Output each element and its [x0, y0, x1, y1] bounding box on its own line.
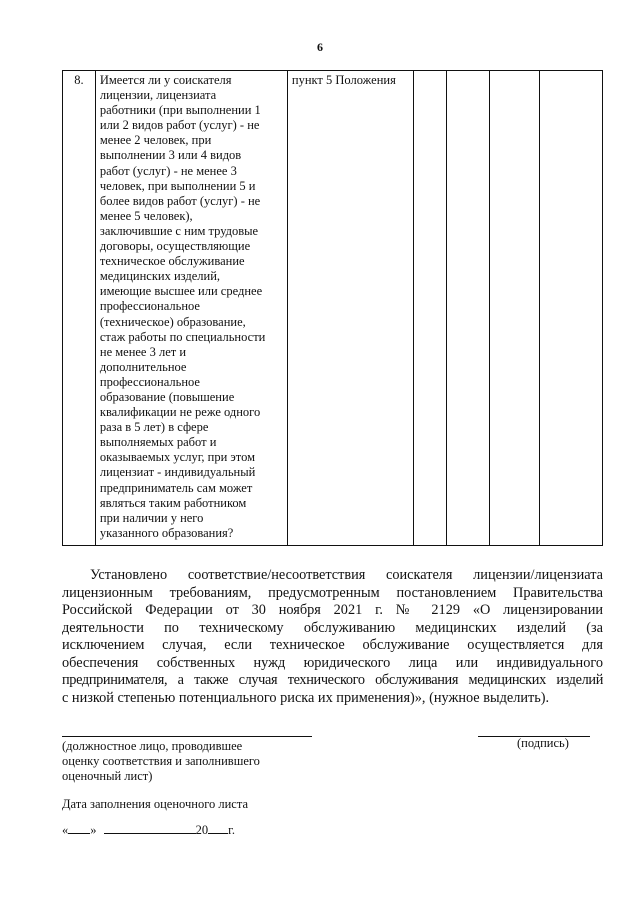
question-line: стаж работы по специальности [99, 329, 266, 344]
question-line: техническое обслуживание [99, 254, 245, 269]
table-row [63, 71, 603, 546]
day-blank[interactable] [68, 822, 90, 834]
question-line: работники (при выполнении 1 [99, 103, 261, 118]
question-line: при наличии у него [99, 510, 204, 525]
question-line: являться таким работником [99, 495, 247, 510]
notes-cell[interactable] [540, 71, 603, 546]
date-close-quote: » [90, 823, 97, 837]
question-line: Имеется ли у соискателя [99, 73, 232, 87]
official-caption-line: (должностное лицо, проводившее [62, 739, 243, 753]
fill-date-label: Дата заполнения оценочного листа [62, 797, 249, 811]
year-suffix: г. [228, 823, 235, 837]
month-blank[interactable] [104, 822, 196, 834]
question-line: работ (услуг) - не менее 3 [99, 163, 237, 178]
official-caption [62, 739, 260, 785]
reference-cell: пункт 5 Положения [287, 71, 413, 546]
year-prefix: 20 [195, 823, 209, 837]
question-line: лицензии, лицензиата [99, 88, 217, 103]
answer-cell-not-applicable[interactable] [490, 71, 540, 546]
official-name-line[interactable] [62, 736, 312, 737]
official-caption-line: оценочный лист) [62, 769, 153, 784]
conclusion-line: обеспечения собственных нужд юридического лица или индивидуального [62, 654, 603, 671]
date-field [62, 822, 235, 838]
date-open-quote: « [62, 823, 69, 837]
question-line: раза в 5 лет) в сфере [99, 420, 209, 435]
answer-cell-no[interactable] [447, 71, 490, 546]
question-line: заключившие с ним трудовые [99, 223, 259, 238]
question-line: выполняемых работ и [99, 435, 217, 450]
question-line: лицензиат - индивидуальный [99, 465, 256, 480]
question-line: договоры, осуществляющие [99, 239, 251, 254]
question-line: менее 2 человек, при [99, 133, 212, 148]
conclusion-line: исключением случая, если техническое обслуживание осуществляется для [62, 637, 603, 653]
official-caption-line: оценку соответствия и заполнившего [62, 754, 260, 769]
year-blank[interactable] [208, 822, 228, 834]
conclusion-paragraph [62, 567, 603, 707]
question-line: (техническое) образование, [99, 314, 246, 329]
question-line: образование (повышение [99, 389, 235, 404]
conclusion-line: с низкой степенью потенциального риска их применения)», (нужное выделить). [62, 689, 550, 706]
conclusion-line: Российской Федерации от 30 ноября 2021 г. № 2129 «О лицензировании [62, 602, 603, 618]
page-number: 6 [317, 40, 323, 54]
question-line: профессиональное [99, 374, 200, 389]
question-line: менее 5 человек), [99, 208, 193, 223]
question-cell [95, 71, 287, 546]
question-line: имеющие высшее или среднее [99, 284, 263, 299]
question-line: медицинских изделий, [99, 269, 221, 284]
question-line: или 2 видов работ (услуг) - не [99, 118, 260, 133]
question-line: не менее 3 лет и [99, 344, 187, 359]
evaluation-table [62, 70, 603, 546]
question-line: оказываемых услуг, при этом [99, 450, 256, 465]
conclusion-line: Установлено соответствие/несоответствия соискателя лицензии/лицензиата [90, 567, 603, 583]
question-line: указанного образования? [99, 525, 234, 540]
signature-caption: (подпись) [517, 736, 569, 750]
question-line: более видов работ (услуг) - не [99, 193, 261, 208]
conclusion-line: предпринимателя, а также случая технического обслуживания медицинских изделий [62, 672, 603, 688]
question-line: выполнении 3 или 4 видов [99, 148, 242, 163]
question-line: дополнительное [99, 359, 187, 374]
conclusion-line: деятельности по техническому обслуживанию медицинских изделий (за [62, 619, 603, 636]
question-line: квалификации не реже одного [99, 405, 261, 420]
question-line: человек, при выполнении 5 и [99, 178, 256, 193]
conclusion-line: лицензионным требованиям, предусмотренным постановлением Правительства [62, 584, 603, 601]
question-line: предприниматель сам может [99, 480, 253, 495]
row-number-cell: 8. [63, 71, 96, 546]
answer-cell-yes[interactable] [414, 71, 447, 546]
question-line: профессиональное [99, 299, 200, 314]
